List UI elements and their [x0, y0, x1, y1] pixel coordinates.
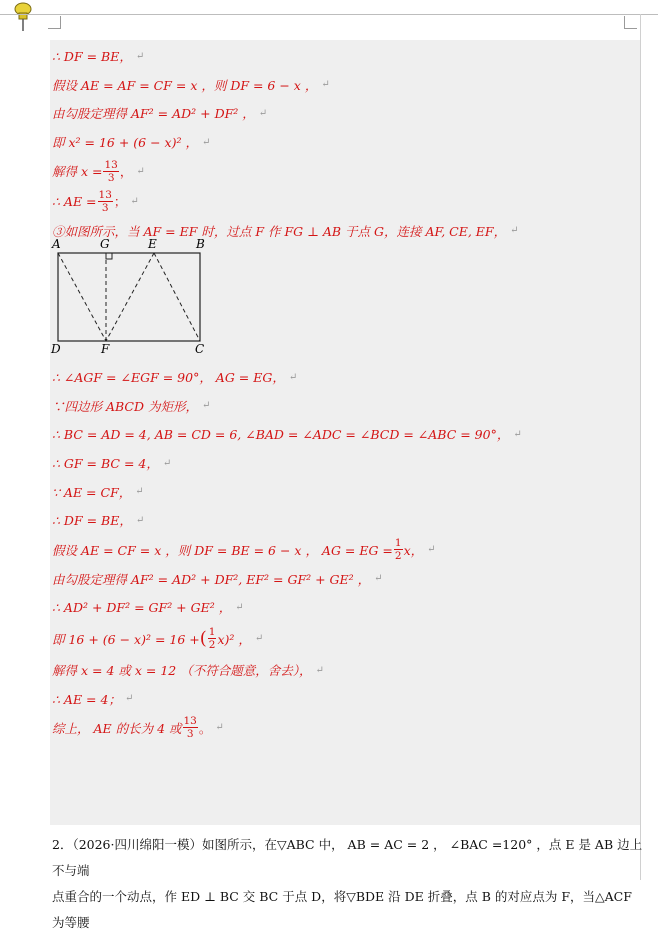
solution-line: ∴ AE = 4； ↵ [52, 691, 134, 707]
solution-line: 即 16 + (6 − x)² = 16 + ( 1 2 x)² ， ↵ [52, 626, 264, 652]
fraction: $\frac{1}{2}$ [394, 537, 402, 563]
solution-line: ∴ DF = BE， ↵ [52, 513, 145, 529]
solution-line: ∴ DF = BE， ↵ [52, 49, 145, 65]
next-problem-text [52, 832, 644, 936]
segment-af [58, 253, 106, 341]
solution-line: ∴ BC = AD = 4, AB = CD = 6, ∠BAD = ∠ADC = ∠BCD = ∠ABC = 90°， ↵ [52, 427, 522, 443]
point-label-d: D [51, 341, 61, 356]
solution-line: ∴ ∠AGF = ∠EGF = 90°， AG = EG， ↵ [52, 370, 298, 386]
page-right-edge [640, 14, 641, 880]
segment-ec [154, 253, 200, 341]
fraction: 1 2 [208, 626, 216, 652]
solution-line: 解得 x = 4 或 x = 12 （不符合题意，舍去）， ↵ [52, 663, 324, 679]
point-label-b: B [196, 236, 205, 251]
solution-line: ③如图所示，当 AF = EF 时，过点 F 作 FG ⊥ AB 于点 G，连接 AF, CE, EF， ↵ [52, 223, 519, 239]
margin-corner-right [624, 16, 637, 29]
solution-line: 即 x² = 16 + (6 − x)² ， ↵ [52, 135, 211, 151]
point-label-a: A [52, 236, 61, 251]
problem-line-2: 点重合的一个动点，作 ED ⊥ BC 交 BC 于点 D，将▽BDE 沿 DE 折叠，点 B 的对应点为 F，当△ACF 为等腰 [52, 889, 632, 930]
point-label-f: F [101, 341, 110, 356]
solution-line: ∵ AE = CF， ↵ [52, 484, 144, 500]
solution-line: 综上， AE 的长为 4 或 13 3 。 ↵ [52, 715, 224, 741]
pushpin-icon [12, 2, 34, 32]
solution-line: 由勾股定理得 AF² = AD² + DF² ， ↵ [52, 106, 268, 122]
fraction: $\frac{13}{3}$ [104, 158, 118, 184]
solution-line: 由勾股定理得 AF² = AD² + DF², EF² = GF² + GE² ， ↵ [52, 571, 383, 587]
problem-line-1: 2．（2026·四川绵阳一模）如图所示，在▽ABC 中， AB = AC = 2 ， ∠BAC =120° ，点 E 是 AB 边上不与端 [52, 837, 643, 878]
solution-content [52, 42, 636, 743]
point-label-g: G [100, 236, 110, 251]
solution-line: ∴ AE = $\frac{13}{3}$ ； ↵ [52, 188, 139, 214]
fraction: $\frac{13}{3}$ [98, 188, 112, 214]
solution-line: ∴ GF = BC = 4， ↵ [52, 456, 172, 472]
solution-line: 假设 AE = AF = CF = x ，则 DF = 6 − x ， ↵ [52, 77, 330, 93]
rectangle-abcd [58, 253, 200, 341]
point-label-e: E [148, 236, 157, 251]
solution-line: 解得 x = $\frac{13}{3}$ ， ↵ [52, 158, 145, 184]
margin-corner-left [48, 16, 61, 29]
point-label-c: C [195, 341, 205, 356]
right-angle-mark [106, 253, 112, 259]
solution-line: ∴ AD² + DF² = GF² + GE² ， ↵ [52, 600, 244, 616]
page-top-edge [0, 14, 658, 15]
rectangle-diagram [50, 236, 636, 363]
solution-line: ∵四边形 ABCD 为矩形， ↵ [52, 398, 211, 414]
segment-ef [106, 253, 154, 341]
solution-line: 假设 AE = CF = x ，则 DF = BE = 6 − x ， AG = EG = $\frac{1}{2}$ x， ↵ [52, 537, 436, 563]
fraction: 13 3 [183, 715, 197, 741]
